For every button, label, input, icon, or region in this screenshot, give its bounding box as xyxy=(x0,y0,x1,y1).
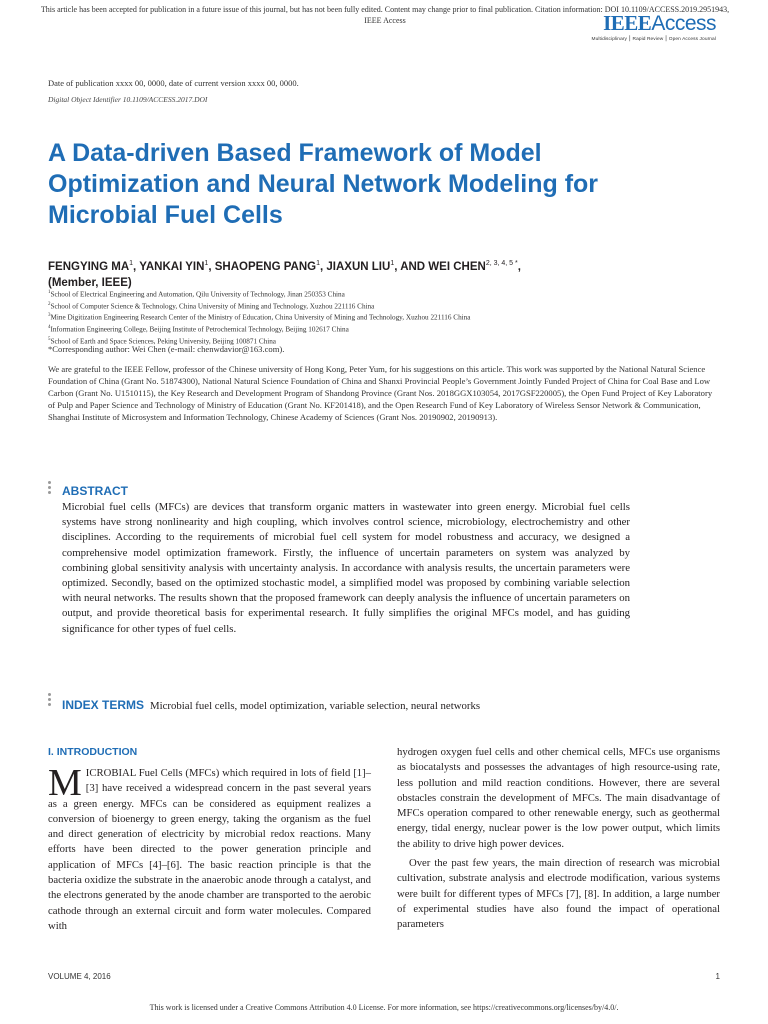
author-affil-marker: 1 xyxy=(316,260,321,267)
corresponding-author: *Corresponding author: Wei Chen (e-mail: chenwdavior@163.com). xyxy=(48,344,285,354)
intro-paragraph-2: Over the past few years, the main direction of research was microbial cultivation, substrate analysis and electrode modification, various systems were built for different types of MFCs [7], [8]. In addition, a large number of experimental studies have also found the impact of operational parameters xyxy=(397,857,720,931)
doi-line: Digital Object Identifier 10.1109/ACCESS.2017.DOI xyxy=(48,95,208,104)
volume-label: VOLUME 4, 2016 xyxy=(48,972,111,981)
logo-light-text: Access xyxy=(651,12,716,35)
affiliation-item: $^2$School of Computer Science & Technology, China University of Mining and Technology, Xuzhou 221116 China xyxy=(48,301,375,311)
affiliation-item: $^3$Mine Digitization Engineering Research Center of the Ministry of Education, China University of Mining and Technology, Xuzhou 221116 China xyxy=(48,313,471,322)
author-name: YANKAI YIN xyxy=(139,260,205,273)
author-name: SHAOPENG PANG xyxy=(214,260,317,273)
abstract-dots-icon xyxy=(48,481,52,496)
drop-cap: M xyxy=(48,762,82,804)
left-column xyxy=(48,762,371,934)
intro-paragraph-continued: hydrogen oxygen fuel cells and other chemical cells, MFCs use organisms as biocatalysts and possesses the advantages of high resource-using rate, less pollution and mild reaction conditions. However, there are several obstacles constrain the development of MFCs. The main disadvantage of MFCs operation compared to other renewable energy, such as geothermal energy, tidal energy, nuclear power is the low power output, which limits the ability to drive high power devices. xyxy=(397,746,720,850)
section-heading-introduction: I. INTRODUCTION xyxy=(48,746,138,758)
author-membership: (Member, IEEE) xyxy=(48,276,132,289)
affiliation-list xyxy=(48,288,688,346)
author-list: FENGYING $MA^1$, YANKAI YIN$^1$, SHAOPENG PANG$^1$, JIAXUN LIU$^1$, AND WEI $CHEN^{2, 3, 4, 5 *}$, (Member, IEEE) xyxy=(48,260,521,289)
paper-title: A Data-driven Based Framework of Model Optimization and Neural Network Modeling for Microbial Fuel Cells xyxy=(48,139,599,229)
intro-paragraph: MICROBIAL Fuel Cells (MFCs) which required in lots of field [1]–[3] have received a widespread concern in the past several years as a green energy. MFCs can be considered as equipment realizes a conversion of bioenergy to green energy, taking the organism as the fuel and direct generation of electricity by microbial redox reactions. Many efforts have been directed to the power generation principle and application of MFCs [4]–[6]. The basic reaction principle is that the bacteria oxidize the substrate in the anaerobic anode through a catalyst, and the electrons generated by the anode chamber are transported to the aerobic cathode through an external circuit and form water molecules. Compared with xyxy=(48,762,371,932)
index-terms-text: Microbial fuel cells, model optimization, variable selection, neural networks xyxy=(150,700,481,712)
author-name: FENGYING MA xyxy=(48,260,130,273)
author-affil-marker: 1 xyxy=(390,260,395,267)
ieee-access-logo xyxy=(586,12,716,42)
affiliation-item: $^5$School of Earth and Space Sciences, Peking University, Beijing 100871 China xyxy=(48,336,276,346)
funding-acknowledgment: We are grateful to the IEEE Fellow, professor of the Chinese university of Hong Kong, Peter Yum, for his suggestions on this article. This work was supported by the National Natural Science Foundation of China (Grant No. 51874300), National Natural Science Foundation of China and Shanxi Provincial People’s Government Jointly Funded Project of China for Coal Base and Low Carbon (Grant No. U1510115), the Key Research and Development Program of Shandong Province (Grant Nos. 2018GGX103054, 2017GSF220005), the Open Fund Project of Key Laboratory of Pulp and Paper Science and Technology of Ministry of Education (Grant No. KF201418), and the Open Research Fund of Key Laboratory of Wireless Sensor Network & Communication, Shanghai Institute of Microsystem and Information Technology, Chinese Academy of Sciences (Grant Nos. 20190902, 20190913). xyxy=(48,364,713,422)
author-name: JIAXUN LIU xyxy=(326,260,391,273)
index-terms xyxy=(62,696,702,714)
affiliation-item: $^4$Information Engineering College, Beijing Institute of Petrochemical Technology, Beijing 102617 China xyxy=(48,325,349,334)
author-affil-marker: 2, 3, 4, 5 * xyxy=(485,260,518,267)
affiliation-item: $^1$School of Electrical Engineering and Automation, Qilu University of Technology, Jinan 250353 China xyxy=(48,290,345,299)
publication-dates: Date of publication xxxx 00, 0000, date of current version xxxx 00, 0000. xyxy=(48,78,299,88)
author-name: AND WEI CHEN xyxy=(400,260,486,273)
abstract-text: Microbial fuel cells (MFCs) are devices that transform organic matters in wastewater into green energy. Microbial fuel cells systems have strong nonlinearity and high coupling, which involves control science, microbiology, electrochemistry and other disciplines. According to the requirements of microbial fuel cell system for model robustness and accuracy, we designed a comprehensive model optimization framework. Firstly, the influence of uncertain parameters on system was analyzed by combining global sensitivity analysis with uncertainty analysis. In accordance with analysis results, the uncertain parameters were optimized. Secondly, based on the optimized stochastic model, a simplified model was proposed by combining variable selection with neural networks. The results shown that the proposed framework can deeply analysis the influence of uncertain parameters on output, and provide theoretical basis for experimental research. It fully simplifies the original MFCs model, and has guiding significance for other types of fuel cells. xyxy=(62,501,630,635)
author-affil-marker: 1 xyxy=(129,260,134,267)
index-terms-heading: INDEX TERMS xyxy=(62,698,145,712)
logo-tagline: Multidisciplinary ⎮ Rapid Review ⎮ Open Access Journal xyxy=(591,37,716,42)
abstract-heading: ABSTRACT xyxy=(62,484,128,498)
author-affil-marker: 1 xyxy=(204,260,209,267)
page-number: 1 xyxy=(715,972,720,981)
index-terms-dots-icon xyxy=(48,693,52,708)
logo-bold-text: IEEE xyxy=(603,11,652,35)
publication-notice: This article has been accepted for publication in a future issue of this journal, but has not been fully edited. Content may change prior to final publication. Citation information: DOI 10.1109/ACCESS.2019.2951943, IEEE Access xyxy=(40,5,730,25)
right-column xyxy=(397,745,720,933)
license-notice: This work is licensed under a Creative Commons Attribution 4.0 License. For more information, see https://creativecommons.org/licenses/by/4.0/. xyxy=(149,1003,619,1012)
